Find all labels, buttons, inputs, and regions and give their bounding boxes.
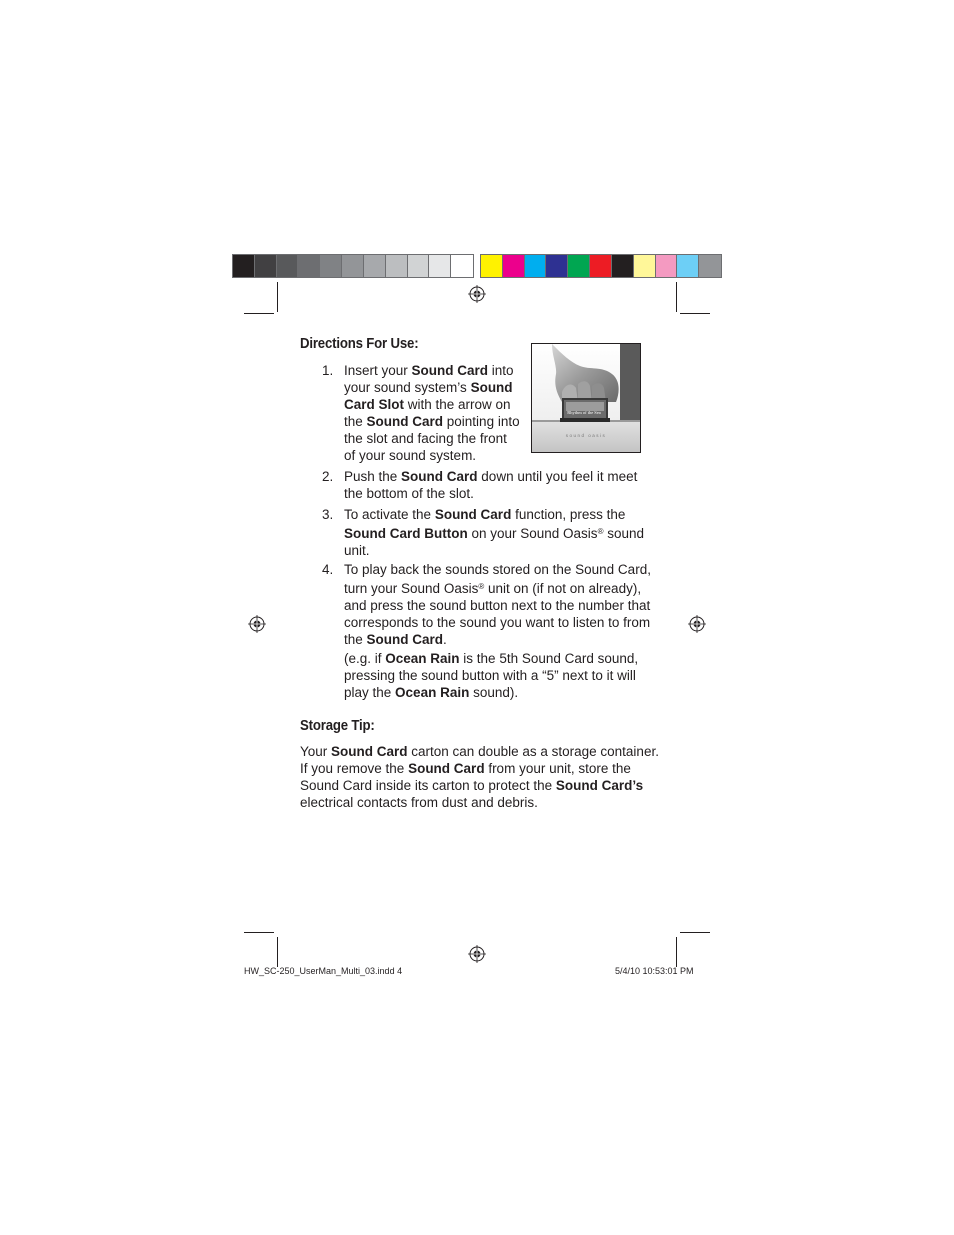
text-line bbox=[344, 578, 651, 597]
crop-mark bbox=[676, 282, 677, 312]
color-swatch bbox=[320, 255, 342, 277]
text-line bbox=[344, 468, 637, 485]
text-run: . bbox=[443, 632, 447, 647]
bold-term: Sound Card bbox=[331, 744, 408, 759]
color-swatch bbox=[612, 255, 634, 277]
bold-term: Sound Card bbox=[366, 632, 444, 647]
registration-mark-icon bbox=[468, 285, 486, 303]
list-number: 1. bbox=[322, 363, 334, 378]
text-run: of your sound system. bbox=[344, 448, 477, 463]
text-line bbox=[300, 760, 659, 777]
color-swatch bbox=[386, 255, 408, 277]
text-run: is the 5th Sound Card sound, bbox=[459, 651, 639, 666]
text-run: ® bbox=[597, 527, 604, 536]
text-run: unit. bbox=[344, 543, 370, 558]
sound-card-insertion-photo bbox=[531, 343, 641, 453]
list-number: 3. bbox=[322, 507, 334, 522]
list-item-text bbox=[344, 362, 520, 464]
text-run: ® bbox=[478, 582, 485, 591]
text-line bbox=[344, 597, 651, 614]
text-run: unit on (if not on already), bbox=[484, 581, 642, 596]
text-run: Insert your bbox=[344, 363, 412, 378]
sound-card-label: Rhythm of the Sea bbox=[567, 410, 601, 415]
color-swatch bbox=[590, 255, 612, 277]
color-swatch bbox=[255, 255, 277, 277]
text-line bbox=[344, 631, 651, 648]
color-swatch bbox=[656, 255, 678, 277]
text-line bbox=[344, 667, 638, 684]
text-run: the slot and facing the front bbox=[344, 431, 507, 446]
text-run: turn your Sound Oasis bbox=[344, 581, 479, 596]
list-number: 2. bbox=[322, 469, 334, 484]
color-swatch bbox=[503, 255, 525, 277]
color-swatch bbox=[525, 255, 547, 277]
color-swatch bbox=[364, 255, 386, 277]
text-run: the bbox=[344, 632, 367, 647]
color-swatch bbox=[429, 255, 451, 277]
text-line bbox=[344, 523, 644, 542]
crop-mark bbox=[244, 932, 274, 933]
color-swatch bbox=[568, 255, 590, 277]
text-line bbox=[344, 614, 651, 631]
bold-term: Sound Card bbox=[366, 414, 444, 429]
list-item-text bbox=[344, 506, 644, 559]
bold-term: Sound bbox=[470, 380, 513, 395]
crop-mark bbox=[680, 313, 710, 314]
bold-term: Card Slot bbox=[344, 397, 405, 412]
color-swatch bbox=[277, 255, 299, 277]
timestamp-slug: 5/4/10 10:53:01 PM bbox=[615, 966, 694, 976]
section-heading-directions: Directions For Use: bbox=[300, 335, 419, 352]
text-run: and press the sound button next to the number that bbox=[344, 598, 651, 613]
text-run: play the bbox=[344, 685, 396, 700]
text-run: into bbox=[488, 363, 514, 378]
text-run: sound). bbox=[469, 685, 519, 700]
gray-calibration-bar bbox=[232, 254, 474, 278]
text-run: on your Sound Oasis bbox=[467, 526, 598, 541]
text-line bbox=[300, 743, 659, 760]
crop-mark bbox=[244, 313, 274, 314]
color-swatch bbox=[298, 255, 320, 277]
text-run: electrical contacts from dust and debris. bbox=[300, 795, 538, 810]
color-swatch bbox=[546, 255, 568, 277]
color-swatch bbox=[233, 255, 255, 277]
bold-term: Sound Card bbox=[408, 761, 485, 776]
color-swatch bbox=[342, 255, 364, 277]
text-line bbox=[344, 396, 520, 413]
text-run: If you remove the bbox=[300, 761, 409, 776]
example-note bbox=[344, 650, 638, 701]
registration-mark-icon bbox=[468, 945, 486, 963]
list-number: 4. bbox=[322, 562, 334, 577]
text-run: your sound system’s bbox=[344, 380, 471, 395]
bold-term: Sound Card bbox=[411, 363, 489, 378]
text-line bbox=[344, 542, 644, 559]
text-line bbox=[344, 413, 520, 430]
color-swatch bbox=[677, 255, 699, 277]
text-line bbox=[300, 777, 659, 794]
text-line bbox=[344, 561, 651, 578]
text-run: Sound Card inside its carton to protect the bbox=[300, 778, 556, 793]
text-run: from your unit, store the bbox=[484, 761, 631, 776]
text-run: To play back the sounds stored on the Sound Card, bbox=[344, 562, 651, 577]
device-brand-label: sound oasis bbox=[565, 433, 607, 438]
file-slug: HW_SC-250_UserMan_Multi_03.indd 4 bbox=[244, 966, 403, 976]
bold-term: Sound Card Button bbox=[344, 526, 468, 541]
text-run: sound bbox=[603, 526, 645, 541]
text-run: the bottom of the slot. bbox=[344, 486, 474, 501]
color-calibration-bar bbox=[480, 254, 722, 278]
text-run: Your bbox=[300, 744, 332, 759]
bold-term: Ocean Rain bbox=[385, 651, 460, 666]
bold-term: Sound Card’s bbox=[555, 778, 644, 793]
crop-mark bbox=[680, 932, 710, 933]
text-line bbox=[344, 650, 638, 667]
text-line bbox=[344, 379, 520, 396]
text-run: pressing the sound button with a “5” next to it will bbox=[344, 668, 636, 683]
color-swatch bbox=[699, 255, 721, 277]
text-run: pointing into bbox=[443, 414, 520, 429]
registration-mark-icon bbox=[248, 615, 266, 633]
crop-mark bbox=[277, 282, 278, 312]
color-swatch bbox=[481, 255, 503, 277]
storage-tip-paragraph bbox=[300, 743, 659, 811]
bold-term: Sound Card bbox=[401, 469, 478, 484]
text-line bbox=[344, 485, 637, 502]
text-line bbox=[344, 447, 520, 464]
registration-mark-icon bbox=[688, 615, 706, 633]
text-run: Push the bbox=[344, 469, 402, 484]
text-run: down until you feel it meet bbox=[477, 469, 638, 484]
color-swatch bbox=[634, 255, 656, 277]
color-swatch bbox=[451, 255, 473, 277]
bold-term: Sound Card bbox=[434, 507, 512, 522]
text-run: carton can double as a storage container. bbox=[407, 744, 659, 759]
text-line bbox=[344, 430, 520, 447]
color-swatch bbox=[408, 255, 430, 277]
list-item-text bbox=[344, 468, 637, 502]
text-line bbox=[344, 506, 644, 523]
text-line bbox=[344, 684, 638, 701]
text-run: with the arrow on bbox=[404, 397, 511, 412]
text-run: function, press the bbox=[511, 507, 626, 522]
text-run: (e.g. if bbox=[344, 651, 386, 666]
text-line bbox=[344, 362, 520, 379]
bold-term: Ocean Rain bbox=[395, 685, 470, 700]
text-run: corresponds to the sound you want to listen to from bbox=[344, 615, 651, 630]
text-run: the bbox=[344, 414, 367, 429]
crop-mark bbox=[277, 937, 278, 967]
list-item-text bbox=[344, 561, 651, 648]
section-heading-storage: Storage Tip: bbox=[300, 717, 375, 734]
crop-mark bbox=[676, 937, 677, 967]
text-run: To activate the bbox=[344, 507, 435, 522]
text-line bbox=[300, 794, 659, 811]
